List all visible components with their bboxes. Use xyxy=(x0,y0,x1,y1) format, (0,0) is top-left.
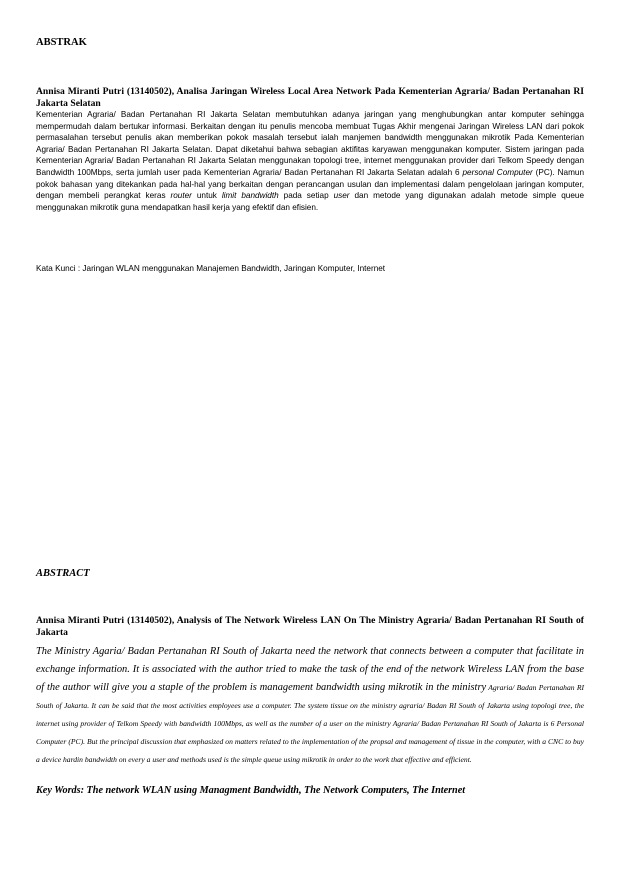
abstract-body xyxy=(36,641,584,767)
abstrak-body-italic: personal Computer xyxy=(462,167,533,177)
abstract-keywords: Key Words: The network WLAN using Managment Bandwidth, The Network Computers, The Internet xyxy=(36,785,466,796)
abstrak-keywords: Kata Kunci : Jaringan WLAN menggunakan Manajemen Bandwidth, Jaringan Komputer, Internet xyxy=(36,264,386,273)
abstrak-body-italic: user xyxy=(333,191,350,201)
abstrak-body-part: dan metode yang digunakan adalah metode simple queue menggunakan mikrotik guna mendapatkan hasil kerja yang efektif dan efisien. xyxy=(36,191,585,212)
abstract-body-small: Agraria/ Badan Pertanahan RI South of Jakarta. It can be said that the most activities employees use a computer. The system tissue on the ministry agraria/ Badan RI South of Jakarta using topologi tree, the internet using provider of Telkom Speedy with bandwidth 100Mbps, as well as the number of a user on the ministry Agraria/ Badan Pertanahan RI South of Jakarta is 6 Personal Computer (PC). But the principal discussion that emphasized on matters related to the implementation of the propsal and management of tissue in the computer, with a CNC to buy a device hardin bandwidth on every a user and methods used is the simple queue using mikrotik in order to the work that effective and efficient. xyxy=(36,683,584,764)
abstrak-title: Annisa Miranti Putri (13140502), Analisa Jaringan Wireless Local Area Network Pada Kementerian Agraria/ Badan Pertanahan RI Jakarta Selatan xyxy=(36,86,584,109)
abstrak-body xyxy=(36,109,584,213)
abstract-body-large: The Ministry Agaria/ Badan Pertanahan RI South of Jakarta need the network that connects between a computer that facilitate in exchange information. It is associated with the author tried to make the task of the end of the network Wireless LAN from the base of the author will give you a staple of the problem is management bandwidth using mikrotik in the ministry xyxy=(36,646,584,693)
abstrak-body-part: pada setiap xyxy=(278,191,334,201)
abstrak-body-part: Kementerian Agraria/ Badan Pertanahan RI Jakarta Selatan membutuhkan adanya jaringan yang menghubungkan antar komputer sehingga mempermudah dalam bertukar informasi. Berkaitan dengan itu penulis mencoba membuat Tugas Akhir mengenai Jaringan Wireless LAN dari pokok permasalahan tersebut penulis akan memberikan pokok masalah tersebut ialah manjemen bandwidth menggunakan mikrotik Pada Kementerian Agraria/ Badan Pertanahan RI Jakarta Selatan. Dapat diketahui bahwa sebagian aktifitas karyawan menggunakan komputer. Sistem jaringan pada Kementerian Agraria/ Badan Pertanahan RI Jakarta Selatan menggunakan topologi tree, internet menggunakan provider dari Telkom Speedy dengan Bandwidth 100Mbps, serta jumlah user pada Kementerian Agraria/ Badan Pertanahan RI Jakarta Selatan adalah 6 xyxy=(36,110,584,177)
abstract-title: Annisa Miranti Putri (13140502), Analysis of The Network Wireless LAN On The Ministry Agraria/ Badan Pertanahan RI South of Jakarta xyxy=(36,615,584,638)
abstrak-body-italic: limit bandwidth xyxy=(221,191,279,201)
abstrak-heading: ABSTRAK xyxy=(36,37,87,48)
abstrak-body-part: (PC). Namun pokok bahasan yang ditekankan pada hal-hal yang berkaitan dengan perancangan usulan dan implementasi dalam pengelolaan jaringan komputer, dengan membeli perangkat keras xyxy=(36,167,585,201)
abstrak-body-italic: router xyxy=(170,191,192,201)
abstrak-body-part: untuk xyxy=(191,191,222,201)
abstract-heading: ABSTRACT xyxy=(36,568,90,579)
